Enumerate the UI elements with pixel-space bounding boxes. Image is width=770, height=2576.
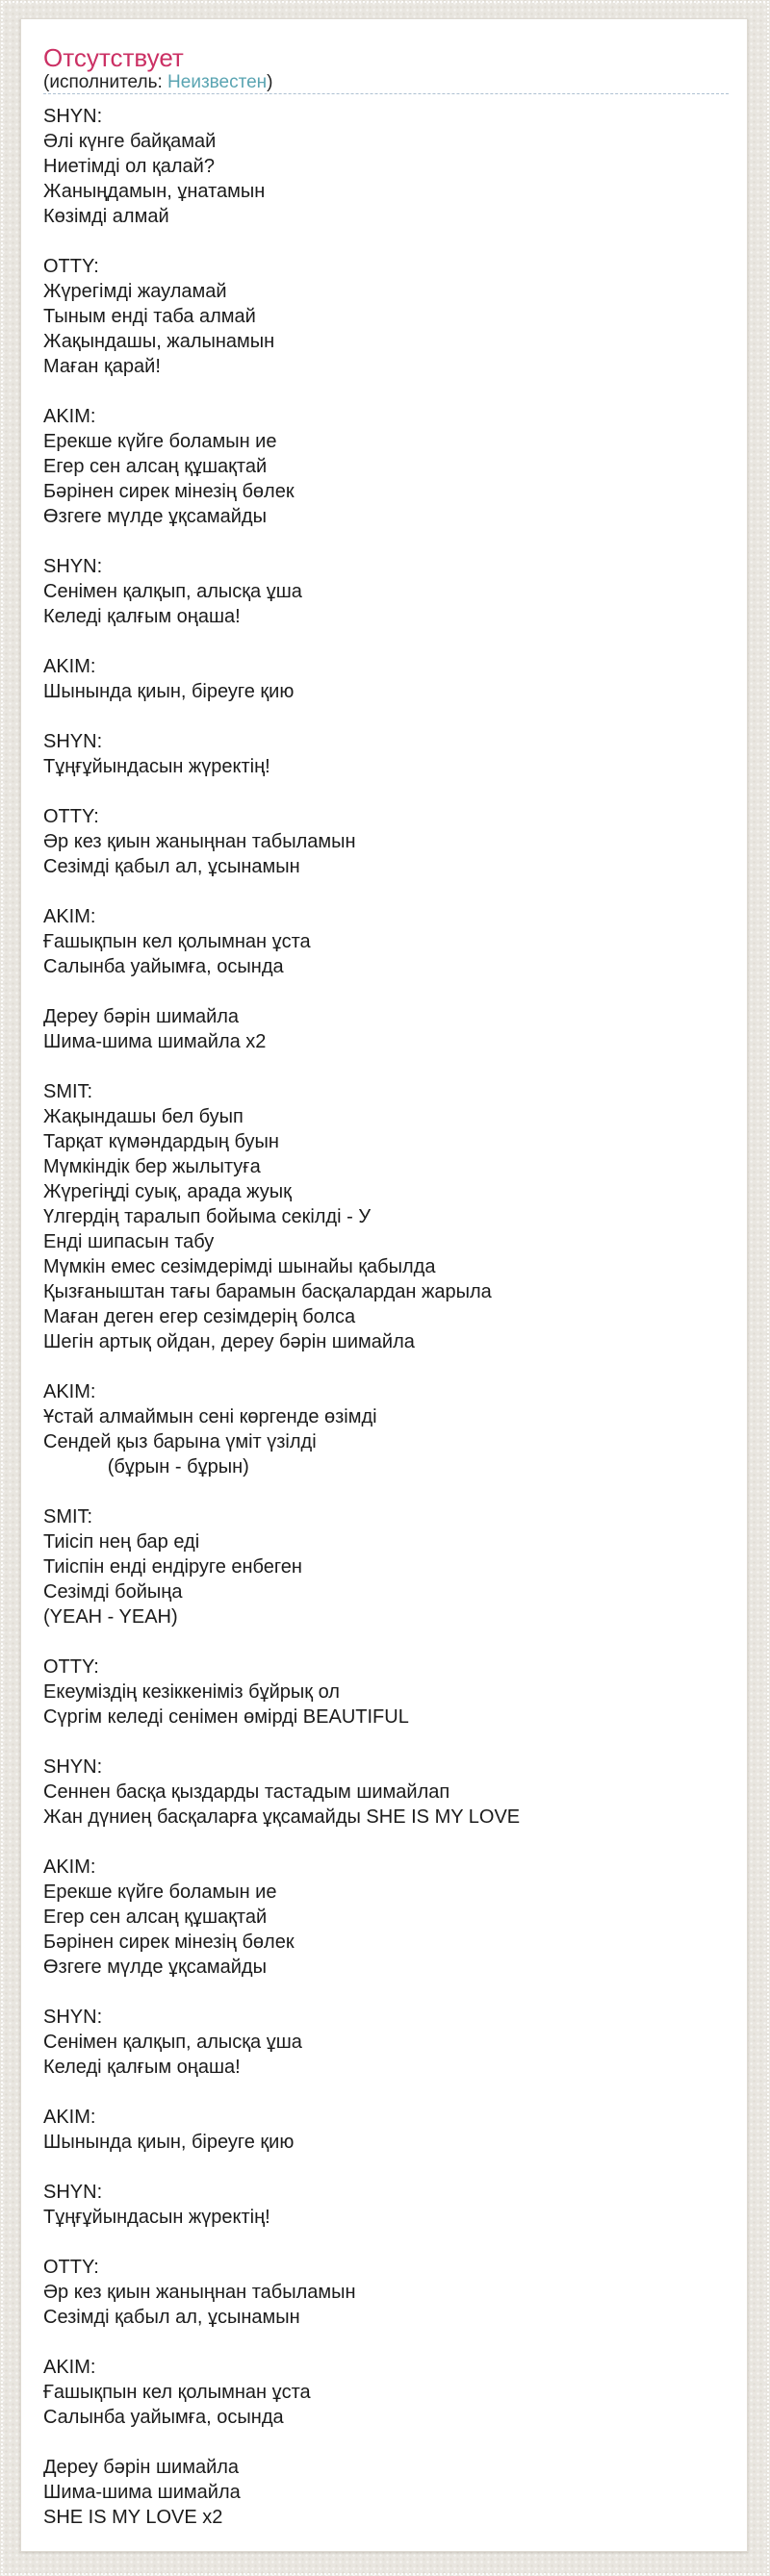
lyric-line — [43, 2155, 729, 2180]
lyric-line: SHYN: — [43, 731, 103, 752]
lyric-line: Тұңғұйындасын жүректің! — [43, 756, 270, 777]
lyric-line: Сезімді қабыл ал, ұсынамын — [43, 856, 300, 877]
lyric-line: (YEAH - YEAH) — [43, 1606, 178, 1628]
lyric-line: Тыным енді таба алмай — [43, 306, 256, 327]
lyric-line — [43, 2330, 729, 2355]
lyric-line: Жақындашы, жалынамын — [43, 331, 275, 352]
lyric-line: AKIM: — [43, 906, 96, 927]
lyric-line: AKIM: — [43, 656, 96, 677]
lyric-line: Егер сен алсаң құшақтай — [43, 456, 268, 477]
artist-link[interactable]: Неизвестен — [167, 72, 268, 92]
lyric-line: SHYN: — [43, 106, 103, 127]
lyric-line: Тұңғұйындасын жүректің! — [43, 2207, 270, 2228]
lyric-line: Шима-шима шимайла x2 — [43, 1031, 267, 1052]
lyric-line: SHYN: — [43, 1756, 103, 1778]
lyric-line: Тиіспін енді ендіруге енбеген — [43, 1556, 302, 1578]
lyric-line — [43, 979, 729, 1004]
lyric-line — [43, 529, 729, 554]
lyric-line: Егер сен алсаң құшақтай — [43, 1907, 268, 1928]
lyric-line: Маған деген егер сезімдерің болса — [43, 1306, 356, 1327]
lyric-line: Шима-шима шимайла — [43, 2482, 241, 2503]
lyric-line: (бұрын - бұрын) — [43, 1456, 249, 1477]
lyric-line: Шегін артық ойдан, дереу бәрін шимайла — [43, 1331, 415, 1352]
lyric-line: Екеуміздің кезіккеніміз бұйрық ол — [43, 1681, 340, 1703]
lyric-line: Салынба уайымға, осында — [43, 956, 284, 977]
lyric-line: Әр кез қиын жаныңнан табыламын — [43, 2282, 356, 2303]
artist-line — [43, 72, 729, 94]
lyric-line — [43, 2430, 729, 2455]
lyric-line — [43, 229, 729, 254]
lyrics-panel — [20, 18, 748, 2552]
lyrics-text — [43, 104, 729, 2530]
lyric-line — [43, 2080, 729, 2105]
lyric-line: Бәрінен сирек мінезің бөлек — [43, 1932, 295, 1953]
lyric-line: OTTY: — [43, 2257, 99, 2278]
lyric-line: Өзгеге мүлде ұқсамайды — [43, 1957, 267, 1978]
lyric-line — [43, 1479, 729, 1504]
lyric-line: Келеді қалғым оңаша! — [43, 2057, 241, 2078]
lyric-line: Көзімді алмай — [43, 206, 169, 227]
lyric-line: Үлгердің таралып бойыма секілді - У — [43, 1206, 372, 1227]
artist-label-suffix: ) — [267, 72, 273, 92]
lyric-line: Маған қарай! — [43, 356, 161, 377]
lyric-line: Жан дүниең басқаларға ұқсамайды SHE IS MY LOVE — [43, 1806, 521, 1828]
lyric-line: Енді шипасын табу — [43, 1231, 215, 1252]
lyric-line: Сенімен қалқып, алысқа ұша — [43, 2032, 302, 2053]
lyric-line — [43, 779, 729, 804]
lyric-line — [43, 1354, 729, 1379]
lyric-line: SHYN: — [43, 2182, 103, 2203]
lyric-line: Жүрегіңді суық, арада жуық — [43, 1181, 292, 1202]
lyric-line: OTTY: — [43, 1656, 99, 1678]
lyric-line: Әлі күнге байқамай — [43, 131, 217, 152]
lyric-line — [43, 1830, 729, 1855]
lyric-line: Келеді қалғым оңаша! — [43, 606, 241, 627]
lyric-line: Өзгеге мүлде ұқсамайды — [43, 506, 267, 527]
lyric-line: Сезімді бойыңа — [43, 1581, 183, 1603]
lyric-line: SHE IS MY LOVE x2 — [43, 2507, 223, 2528]
lyric-line — [43, 379, 729, 404]
lyric-line — [43, 704, 729, 729]
lyric-line: Ерекше күйге боламын ие — [43, 431, 277, 452]
lyric-line: Тиісіп нең бар еді — [43, 1531, 200, 1553]
lyric-line: Сеннен басқа қыздарды тастадым шимайлап — [43, 1781, 450, 1803]
lyric-line: Жақындашы бел буып — [43, 1106, 244, 1127]
lyric-line: Сенімен қалқып, алысқа ұша — [43, 581, 302, 602]
lyric-line — [43, 1730, 729, 1755]
lyric-line: Дереу бәрін шимайла — [43, 2457, 240, 2478]
lyric-line — [43, 879, 729, 904]
lyric-line: AKIM: — [43, 1381, 96, 1402]
lyric-line: Тарқат күмәндардың буын — [43, 1131, 279, 1152]
lyric-line: Салынба уайымға, осында — [43, 2407, 284, 2428]
lyric-line: SMIT: — [43, 1506, 93, 1528]
lyric-line: Жаныңдамын, ұнатамын — [43, 181, 266, 202]
lyric-line: Шынында қиын, біреуге қию — [43, 2132, 295, 2153]
lyric-line: Ғашықпын кел қолымнан ұста — [43, 931, 311, 952]
lyric-line: Сезімді қабыл ал, ұсынамын — [43, 2307, 300, 2328]
lyric-line — [43, 2230, 729, 2255]
lyric-line — [43, 1629, 729, 1654]
lyric-line: Сендей қыз барына үміт үзілді — [43, 1431, 317, 1452]
lyric-line: AKIM: — [43, 2357, 96, 2378]
lyric-line: Мүмкін емес сезімдерімді шынайы қабылда — [43, 1256, 436, 1277]
lyric-line: Жүрегімді жауламай — [43, 281, 227, 302]
lyric-line: Бәрінен сирек мінезің бөлек — [43, 481, 295, 502]
lyric-line: Қызғаныштан тағы барамын басқалардан жарыла — [43, 1281, 492, 1302]
lyric-line: SHYN: — [43, 556, 103, 577]
lyric-line: SHYN: — [43, 2007, 103, 2028]
lyric-line: Әр кез қиын жаныңнан табыламын — [43, 831, 356, 852]
lyric-line: Сүргім келеді сенімен өмірді BEAUTIFUL — [43, 1706, 409, 1728]
lyric-line: AKIM: — [43, 1856, 96, 1878]
lyric-line — [43, 1980, 729, 2005]
lyric-line: AKIM: — [43, 2107, 96, 2128]
lyric-line: Шынында қиын, біреуге қию — [43, 681, 295, 702]
lyric-line: AKIM: — [43, 406, 96, 427]
lyric-line: Ғашықпын кел қолымнан ұста — [43, 2382, 311, 2403]
lyric-line: Ұстай алмаймын сені көргенде өзімді — [43, 1406, 377, 1427]
lyric-line: Ерекше күйге боламын ие — [43, 1881, 277, 1903]
lyric-line — [43, 629, 729, 654]
lyric-line: Ниетімді ол қалай? — [43, 156, 215, 177]
lyric-line: OTTY: — [43, 806, 99, 827]
artist-label-prefix: (исполнитель: — [43, 72, 168, 92]
lyric-line: Дереу бәрін шимайла — [43, 1006, 240, 1027]
lyric-line — [43, 1054, 729, 1079]
lyric-line: OTTY: — [43, 256, 99, 277]
lyric-line: SMIT: — [43, 1081, 93, 1102]
lyric-line: Мүмкіндік бер жылытуға — [43, 1156, 261, 1177]
page-title: Отсутствует — [43, 43, 184, 72]
